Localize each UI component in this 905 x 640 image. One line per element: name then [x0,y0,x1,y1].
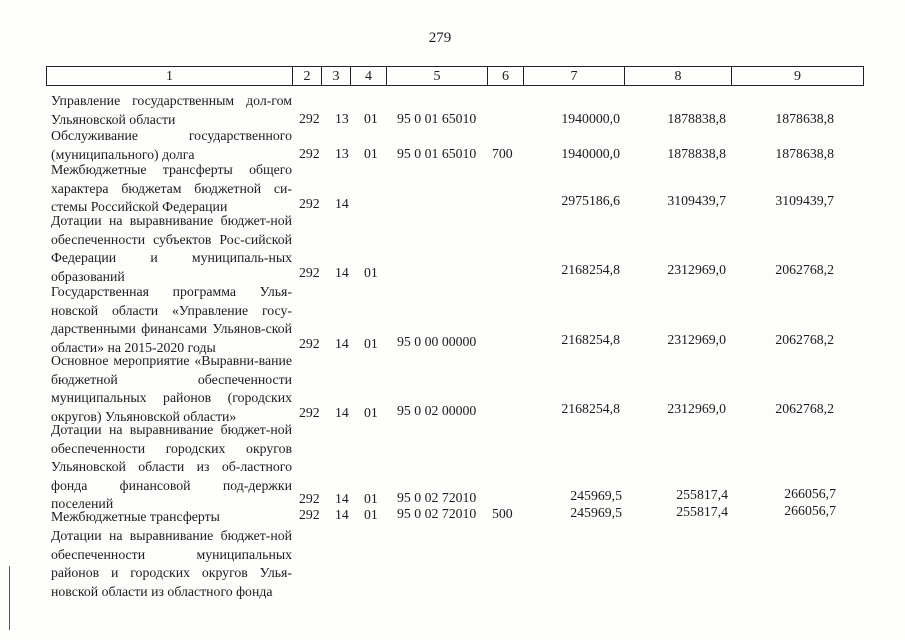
row-name: Управление государственным дол-гом Ульяновской области [51,93,292,127]
row-name: Межбюджетные трансферты [51,509,220,524]
row-name: Дотации на выравнивание бюджет-ной обеспеченности субъектов Рос-сийской Федерации и муниципаль-ных образований [51,213,292,284]
cell-2: 292 [299,336,320,351]
header-col-5: 5 [386,67,487,85]
row-name: Дотации на выравнивание бюджет-ной обеспеченности муниципальных районов и городских округов Улья-новской области из областного фонда [51,528,292,599]
cell-2: 292 [299,507,320,522]
cell-9: 1878638,8 [775,146,834,161]
cell-7: 245969,5 [570,505,622,520]
row-name: Основное мероприятие «Выравни-вание бюджетной обеспеченности муниципальных районов (городских округов) Ульяновской области» [51,353,292,424]
table-header [46,66,864,86]
cell-5: 95 0 01 65010 [397,111,477,126]
cell-8: 1878838,8 [667,146,726,161]
cell-3: 13 [335,146,349,161]
cell-6: 700 [492,146,513,161]
cell-7: 2168254,8 [561,332,620,347]
header-col-6: 6 [487,67,523,85]
cell-8: 3109439,7 [667,193,726,208]
header-col-1: 1 [166,69,173,84]
cell-3: 14 [335,265,349,280]
cell-2: 292 [299,265,320,280]
cell-6: 500 [492,506,513,521]
cell-9: 3109439,7 [775,193,834,208]
header-col-2: 2 [292,67,321,85]
page-number: 279 [428,30,452,46]
cell-5: 95 0 01 65010 [397,146,477,161]
cell-8: 255817,4 [676,487,728,502]
cell-5: 95 0 02 72010 [397,506,477,521]
cell-8: 255817,4 [676,504,728,519]
cell-9: 2062768,2 [775,262,834,277]
cell-8: 2312969,0 [667,401,726,416]
cell-2: 292 [299,196,320,211]
cell-3: 14 [335,507,349,522]
cell-3: 14 [335,491,349,506]
header-col-8: 8 [624,67,731,85]
cell-3: 14 [335,336,349,351]
cell-8: 1878838,8 [667,111,726,126]
cell-4: 01 [364,491,378,506]
cell-7: 1940000,0 [561,146,620,161]
cell-8: 2312969,0 [667,262,726,277]
cell-3: 14 [335,196,349,211]
header-col-9: 9 [731,67,863,85]
cell-5: 95 0 02 72010 [397,490,477,505]
cell-9: 1878638,8 [775,111,834,126]
cell-2: 292 [299,146,320,161]
row-name: Дотации на выравнивание бюджет-ной обеспеченности городских округов Ульяновской области из об-ластного фонда финансовой под-держки поселений [51,422,292,511]
cell-2: 292 [299,491,320,506]
cell-3: 14 [335,405,349,420]
cell-9: 266056,7 [784,486,836,501]
cell-9: 2062768,2 [775,332,834,347]
row-name: Межбюджетные трансферты общего характера бюджетам бюджетной си-стемы Российской Федерации [51,162,292,214]
cell-4: 01 [364,405,378,420]
cell-4: 01 [364,265,378,280]
cell-2: 292 [299,111,320,126]
cell-9: 2062768,2 [775,401,834,416]
cell-7: 2168254,8 [561,401,620,416]
cell-8: 2312969,0 [667,332,726,347]
cell-4: 01 [364,111,378,126]
cell-2: 292 [299,405,320,420]
cell-7: 2168254,8 [561,262,620,277]
cell-7: 1940000,0 [561,111,620,126]
cell-3: 13 [335,111,349,126]
header-col-7: 7 [523,67,624,85]
cell-9: 266056,7 [784,503,836,518]
cell-4: 01 [364,146,378,161]
cell-7: 245969,5 [570,488,622,503]
row-name: Государственная программа Улья-новской области «Управление госу-дарственными финансами Ульянов-ской области» на 2015-2020 годы [51,284,292,355]
cell-5: 95 0 02 00000 [397,403,477,418]
scan-margin-line [9,566,10,630]
cell-5: 95 0 00 00000 [397,334,477,349]
cell-4: 01 [364,336,378,351]
header-col-3: 3 [321,67,350,85]
header-col-4: 4 [350,67,386,85]
cell-7: 2975186,6 [561,193,620,208]
row-name: Обслуживание государственного (муниципального) долга [51,128,292,162]
cell-4: 01 [364,507,378,522]
